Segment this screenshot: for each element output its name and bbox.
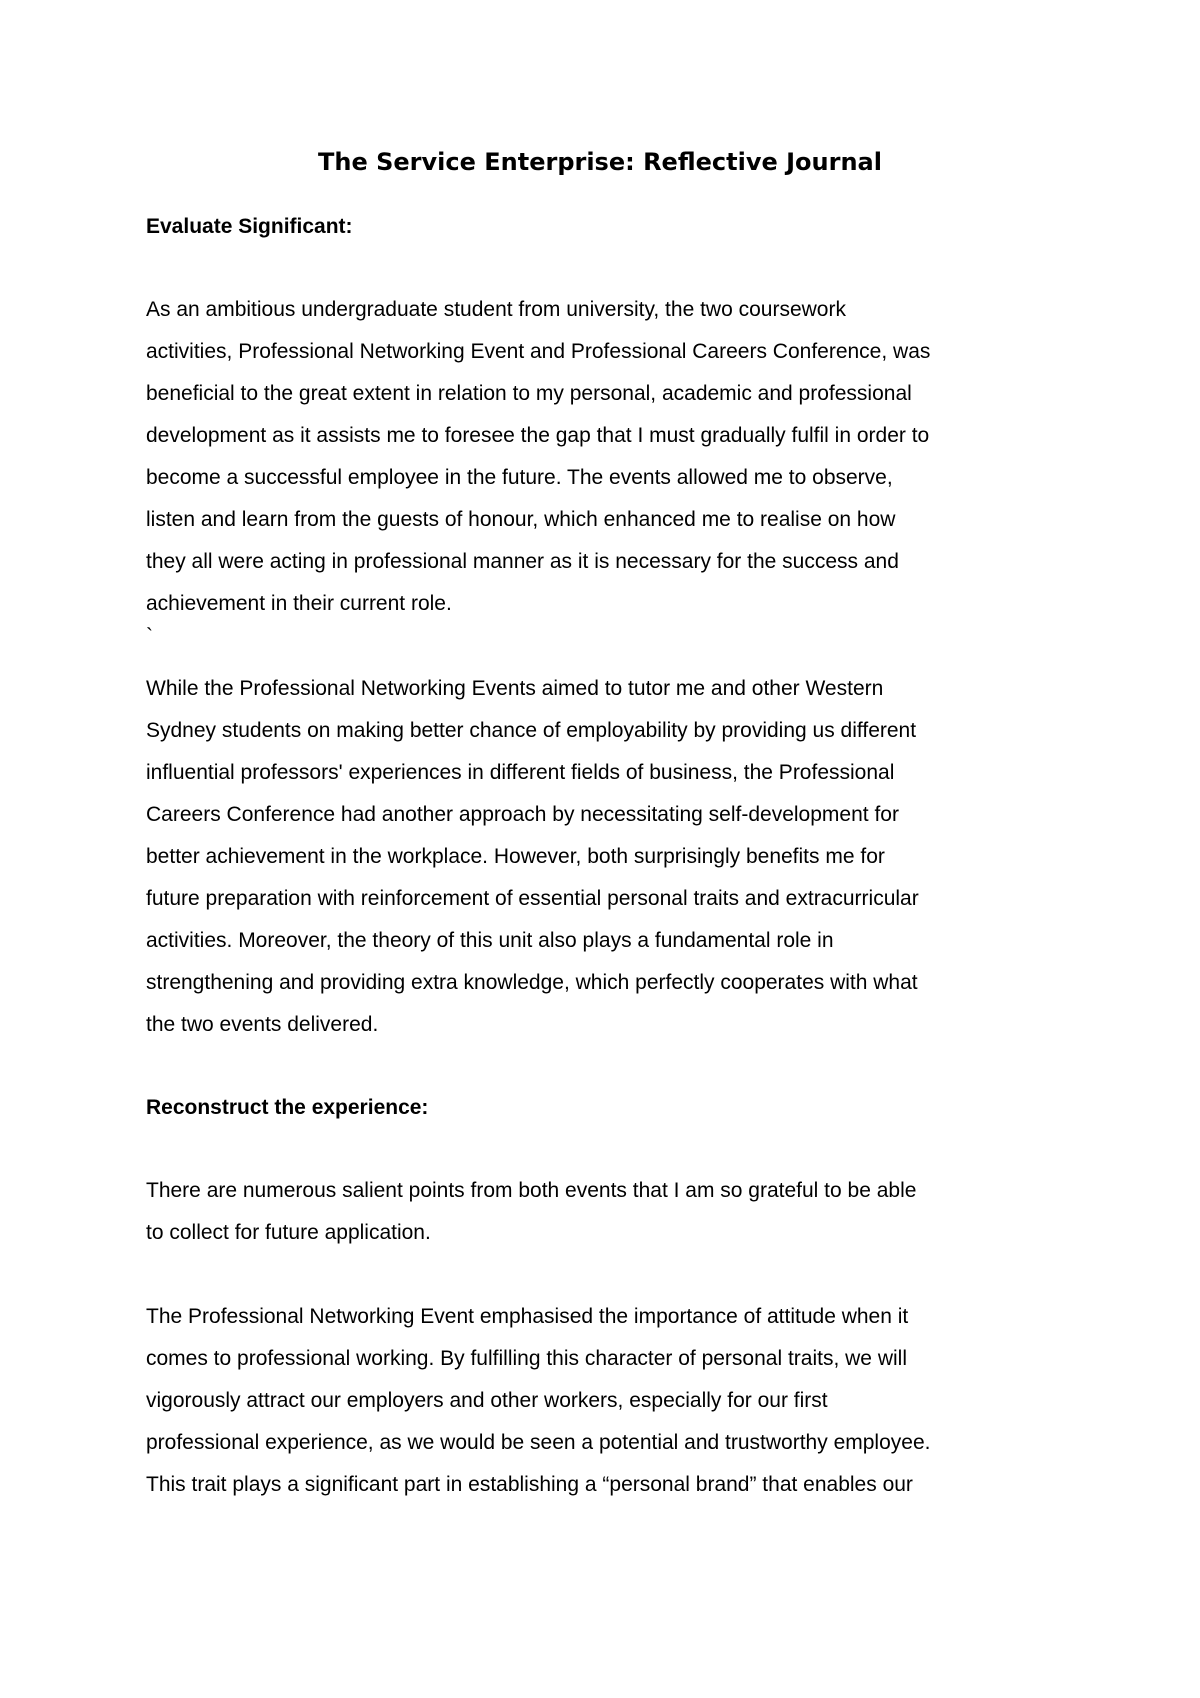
text-line: The Professional Networking Event emphasised the importance of attitude when it bbox=[146, 1305, 909, 1328]
text-line: listen and learn from the guests of honour, which enhanced me to realise on how bbox=[146, 508, 896, 531]
text-line: activities, Professional Networking Event and Professional Careers Conference, was bbox=[146, 340, 931, 363]
section-heading-evaluate: Evaluate Significant: bbox=[146, 215, 353, 238]
stray-backtick: ` bbox=[146, 625, 153, 648]
paragraph-evaluate-2 bbox=[146, 668, 1076, 1046]
text-line: strengthening and providing extra knowledge, which perfectly cooperates with what bbox=[146, 971, 918, 994]
text-line: the two events delivered. bbox=[146, 1013, 379, 1036]
text-line: Careers Conference had another approach by necessitating self-development for bbox=[146, 803, 899, 826]
paragraph-evaluate-1 bbox=[146, 289, 1076, 625]
text-line: While the Professional Networking Events aimed to tutor me and other Western bbox=[146, 677, 884, 700]
text-line: activities. Moreover, the theory of this unit also plays a fundamental role in bbox=[146, 929, 834, 952]
text-line: they all were acting in professional manner as it is necessary for the success and bbox=[146, 550, 899, 573]
document-title: The Service Enterprise: Reflective Journal bbox=[318, 148, 882, 176]
text-line: This trait plays a significant part in establishing a “personal brand” that enables our bbox=[146, 1473, 913, 1496]
text-line: vigorously attract our employers and other workers, especially for our first bbox=[146, 1389, 828, 1412]
text-line: development as it assists me to foresee the gap that I must gradually fulfil in order to bbox=[146, 424, 930, 447]
text-line: There are numerous salient points from both events that I am so grateful to be able bbox=[146, 1179, 917, 1202]
paragraph-reconstruct-2 bbox=[146, 1296, 1076, 1506]
text-line: As an ambitious undergraduate student from university, the two coursework bbox=[146, 298, 846, 321]
text-line: professional experience, as we would be seen a potential and trustworthy employee. bbox=[146, 1431, 931, 1454]
text-line: future preparation with reinforcement of essential personal traits and extracurricular bbox=[146, 887, 919, 910]
text-line: better achievement in the workplace. However, both surprisingly benefits me for bbox=[146, 845, 885, 868]
text-line: achievement in their current role. bbox=[146, 592, 452, 615]
text-line: become a successful employee in the future. The events allowed me to observe, bbox=[146, 466, 893, 489]
text-line: beneficial to the great extent in relation to my personal, academic and professional bbox=[146, 382, 912, 405]
text-line: influential professors' experiences in different fields of business, the Professional bbox=[146, 761, 895, 784]
text-line: comes to professional working. By fulfilling this character of personal traits, we will bbox=[146, 1347, 907, 1370]
section-heading-reconstruct: Reconstruct the experience: bbox=[146, 1096, 429, 1119]
text-line: Sydney students on making better chance of employability by providing us different bbox=[146, 719, 917, 742]
text-line: to collect for future application. bbox=[146, 1221, 431, 1244]
paragraph-reconstruct-1 bbox=[146, 1170, 1076, 1254]
